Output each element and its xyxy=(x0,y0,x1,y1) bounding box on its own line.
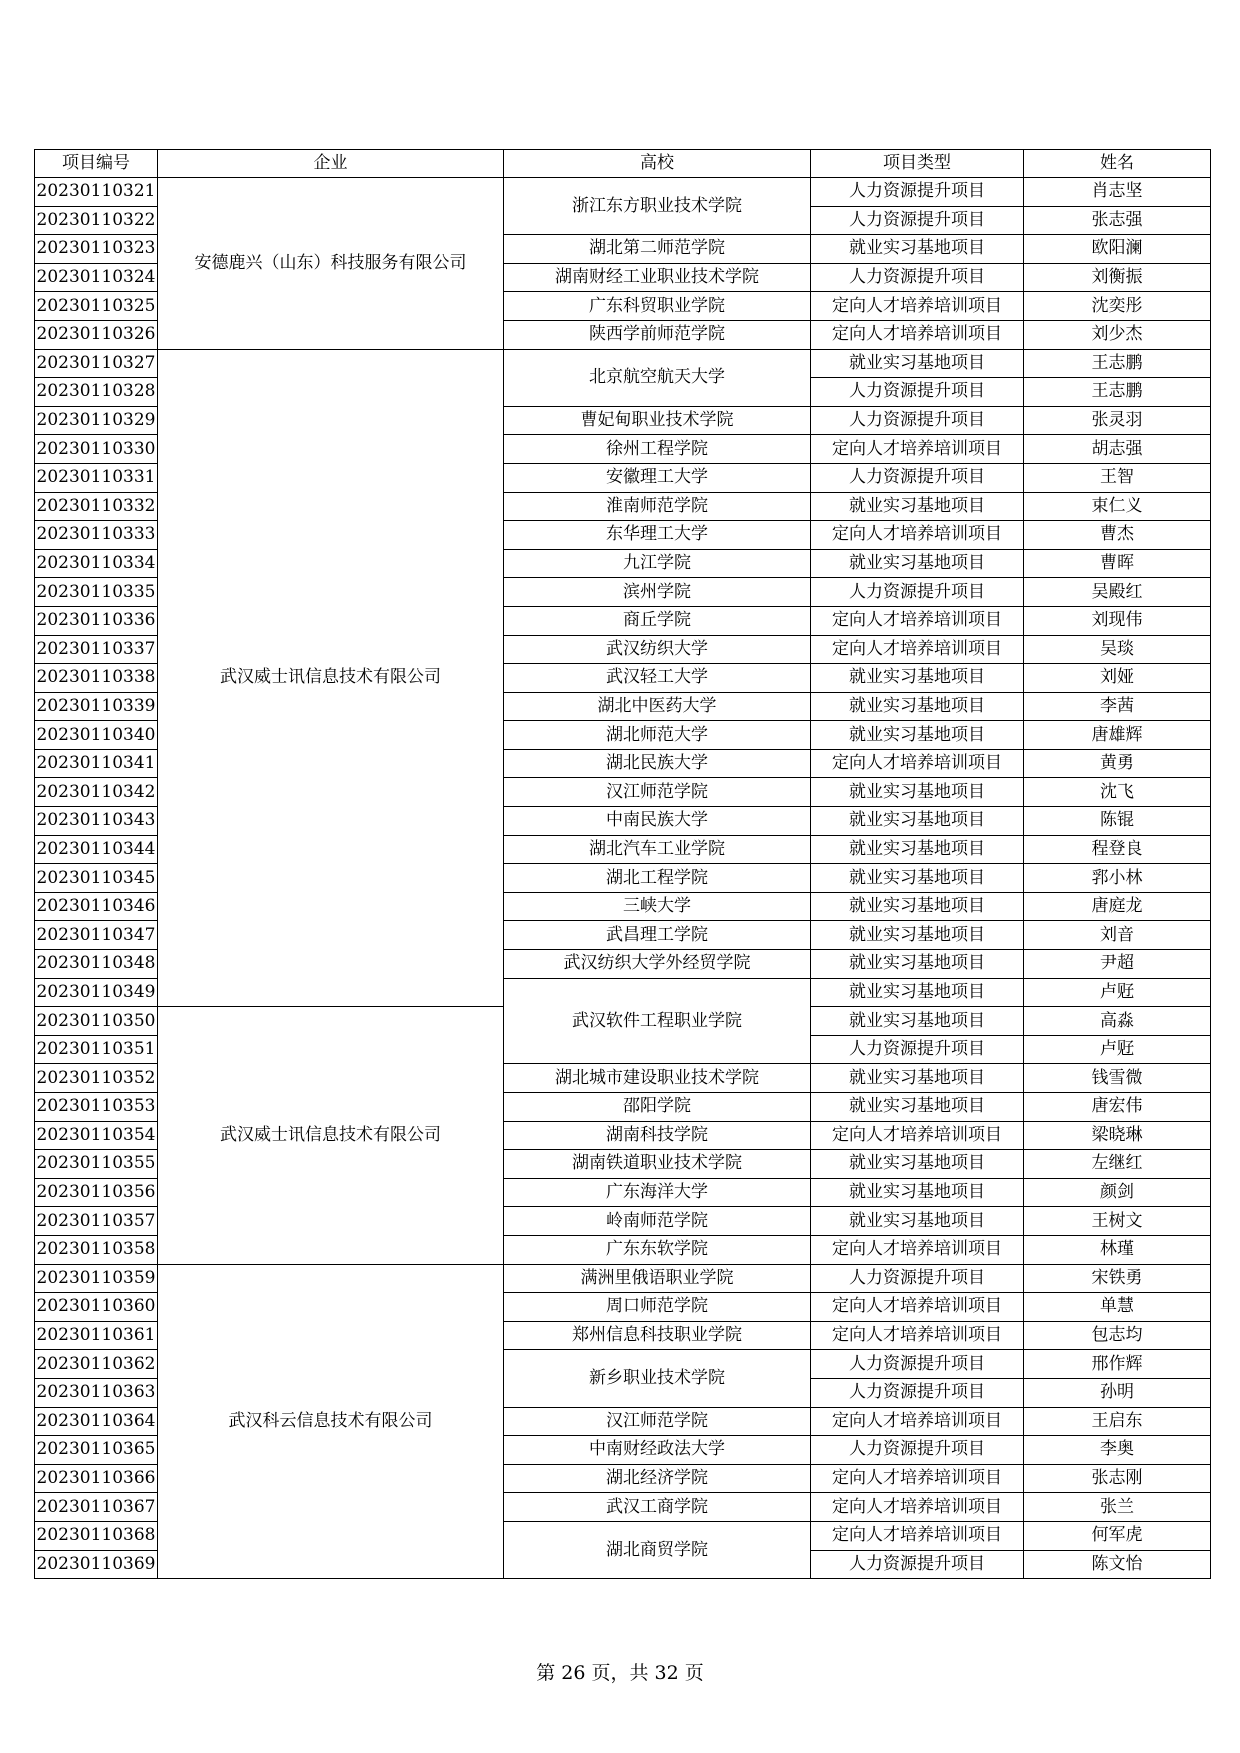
project-type-cell: 就业实习基地项目 xyxy=(811,1207,1024,1236)
project-id-cell: 20230110327 xyxy=(35,349,158,378)
school-cell: 浙江东方职业技术学院 xyxy=(504,178,811,235)
project-type-cell: 就业实习基地项目 xyxy=(811,349,1024,378)
table-row xyxy=(35,178,1211,207)
person-name-cell: 张兰 xyxy=(1024,1493,1211,1522)
table-row xyxy=(35,349,1211,378)
school-cell: 曹妃甸职业技术学院 xyxy=(504,406,811,435)
project-id-cell: 20230110346 xyxy=(35,892,158,921)
school-cell: 邵阳学院 xyxy=(504,1093,811,1122)
person-name-cell: 唐庭龙 xyxy=(1024,892,1211,921)
person-name-cell: 林瑾 xyxy=(1024,1235,1211,1264)
project-id-cell: 20230110330 xyxy=(35,435,158,464)
person-name-cell: 程登良 xyxy=(1024,835,1211,864)
project-id-cell: 20230110345 xyxy=(35,864,158,893)
project-type-cell: 就业实习基地项目 xyxy=(811,950,1024,979)
project-type-cell: 人力资源提升项目 xyxy=(811,206,1024,235)
person-name-cell: 卢觃 xyxy=(1024,1035,1211,1064)
project-id-cell: 20230110360 xyxy=(35,1293,158,1322)
project-type-cell: 就业实习基地项目 xyxy=(811,778,1024,807)
person-name-cell: 卢觃 xyxy=(1024,978,1211,1007)
header-project-type: 项目类型 xyxy=(811,150,1024,178)
person-name-cell: 高淼 xyxy=(1024,1007,1211,1036)
person-name-cell: 束仁义 xyxy=(1024,492,1211,521)
school-cell: 湖北商贸学院 xyxy=(504,1521,811,1578)
person-name-cell: 张志强 xyxy=(1024,206,1211,235)
header-project-id: 项目编号 xyxy=(35,150,158,178)
project-type-cell: 定向人才培养培训项目 xyxy=(811,1235,1024,1264)
project-type-cell: 定向人才培养培训项目 xyxy=(811,1407,1024,1436)
school-cell: 广东科贸职业学院 xyxy=(504,292,811,321)
school-cell: 武汉纺织大学外经贸学院 xyxy=(504,950,811,979)
school-cell: 汉江师范学院 xyxy=(504,1407,811,1436)
school-cell: 满洲里俄语职业学院 xyxy=(504,1264,811,1293)
project-type-cell: 就业实习基地项目 xyxy=(811,235,1024,264)
person-name-cell: 沈飞 xyxy=(1024,778,1211,807)
project-id-cell: 20230110354 xyxy=(35,1121,158,1150)
project-type-cell: 定向人才培养培训项目 xyxy=(811,1293,1024,1322)
person-name-cell: 李茜 xyxy=(1024,692,1211,721)
page-footer: 第 26 页，共 32 页 xyxy=(536,1662,704,1684)
person-name-cell: 包志均 xyxy=(1024,1321,1211,1350)
project-id-cell: 20230110359 xyxy=(35,1264,158,1293)
person-name-cell: 刘音 xyxy=(1024,921,1211,950)
person-name-cell: 单慧 xyxy=(1024,1293,1211,1322)
project-type-cell: 就业实习基地项目 xyxy=(811,1150,1024,1179)
person-name-cell: 肖志坚 xyxy=(1024,178,1211,207)
project-id-cell: 20230110341 xyxy=(35,749,158,778)
project-type-cell: 人力资源提升项目 xyxy=(811,1550,1024,1579)
project-type-cell: 就业实习基地项目 xyxy=(811,721,1024,750)
header-name: 姓名 xyxy=(1024,150,1211,178)
project-id-cell: 20230110324 xyxy=(35,263,158,292)
project-type-cell: 就业实习基地项目 xyxy=(811,692,1024,721)
school-cell: 汉江师范学院 xyxy=(504,778,811,807)
project-id-cell: 20230110352 xyxy=(35,1064,158,1093)
project-id-cell: 20230110342 xyxy=(35,778,158,807)
person-name-cell: 吴殿红 xyxy=(1024,578,1211,607)
school-cell: 湖北第二师范学院 xyxy=(504,235,811,264)
project-id-cell: 20230110357 xyxy=(35,1207,158,1236)
person-name-cell: 王志鹏 xyxy=(1024,349,1211,378)
project-type-cell: 人力资源提升项目 xyxy=(811,1436,1024,1465)
school-cell: 九江学院 xyxy=(504,549,811,578)
person-name-cell: 唐宏伟 xyxy=(1024,1093,1211,1122)
person-name-cell: 刘少杰 xyxy=(1024,320,1211,349)
person-name-cell: 王智 xyxy=(1024,463,1211,492)
person-name-cell: 宋铁勇 xyxy=(1024,1264,1211,1293)
person-name-cell: 梁晓琳 xyxy=(1024,1121,1211,1150)
school-cell: 湖北师范大学 xyxy=(504,721,811,750)
project-id-cell: 20230110358 xyxy=(35,1235,158,1264)
project-type-cell: 定向人才培养培训项目 xyxy=(811,435,1024,464)
project-id-cell: 20230110364 xyxy=(35,1407,158,1436)
school-cell: 周口师范学院 xyxy=(504,1293,811,1322)
company-cell: 安德鹿兴（山东）科技服务有限公司 xyxy=(158,178,504,350)
person-name-cell: 颜剑 xyxy=(1024,1178,1211,1207)
company-cell: 武汉威士讯信息技术有限公司 xyxy=(158,349,504,1007)
project-type-cell: 就业实习基地项目 xyxy=(811,1007,1024,1036)
project-type-cell: 人力资源提升项目 xyxy=(811,1350,1024,1379)
project-id-cell: 20230110343 xyxy=(35,807,158,836)
project-type-cell: 定向人才培养培训项目 xyxy=(811,749,1024,778)
project-id-cell: 20230110340 xyxy=(35,721,158,750)
project-type-cell: 就业实习基地项目 xyxy=(811,1178,1024,1207)
project-type-cell: 就业实习基地项目 xyxy=(811,807,1024,836)
project-id-cell: 20230110335 xyxy=(35,578,158,607)
project-id-cell: 20230110355 xyxy=(35,1150,158,1179)
project-id-cell: 20230110367 xyxy=(35,1493,158,1522)
person-name-cell: 李奥 xyxy=(1024,1436,1211,1465)
school-cell: 郑州信息科技职业学院 xyxy=(504,1321,811,1350)
school-cell: 广东海洋大学 xyxy=(504,1178,811,1207)
person-name-cell: 王志鹏 xyxy=(1024,378,1211,407)
school-cell: 中南财经政法大学 xyxy=(504,1436,811,1465)
project-id-cell: 20230110325 xyxy=(35,292,158,321)
person-name-cell: 胡志强 xyxy=(1024,435,1211,464)
school-cell: 武汉轻工大学 xyxy=(504,664,811,693)
project-id-cell: 20230110356 xyxy=(35,1178,158,1207)
project-type-cell: 就业实习基地项目 xyxy=(811,835,1024,864)
table-row xyxy=(35,1264,1211,1293)
project-table xyxy=(34,149,1211,1579)
person-name-cell: 王树文 xyxy=(1024,1207,1211,1236)
project-id-cell: 20230110322 xyxy=(35,206,158,235)
project-type-cell: 人力资源提升项目 xyxy=(811,378,1024,407)
project-id-cell: 20230110338 xyxy=(35,664,158,693)
person-name-cell: 郛小林 xyxy=(1024,864,1211,893)
project-id-cell: 20230110336 xyxy=(35,606,158,635)
person-name-cell: 黄勇 xyxy=(1024,749,1211,778)
school-cell: 武汉软件工程职业学院 xyxy=(504,978,811,1064)
project-id-cell: 20230110369 xyxy=(35,1550,158,1579)
person-name-cell: 沈奕彤 xyxy=(1024,292,1211,321)
person-name-cell: 孙明 xyxy=(1024,1378,1211,1407)
project-id-cell: 20230110334 xyxy=(35,549,158,578)
school-cell: 湖南铁道职业技术学院 xyxy=(504,1150,811,1179)
project-id-cell: 20230110348 xyxy=(35,950,158,979)
project-type-cell: 就业实习基地项目 xyxy=(811,921,1024,950)
school-cell: 湖北中医药大学 xyxy=(504,692,811,721)
person-name-cell: 欧阳澜 xyxy=(1024,235,1211,264)
project-id-cell: 20230110337 xyxy=(35,635,158,664)
project-type-cell: 人力资源提升项目 xyxy=(811,578,1024,607)
school-cell: 广东东软学院 xyxy=(504,1235,811,1264)
project-id-cell: 20230110349 xyxy=(35,978,158,1007)
person-name-cell: 刘娅 xyxy=(1024,664,1211,693)
person-name-cell: 尹超 xyxy=(1024,950,1211,979)
school-cell: 滨州学院 xyxy=(504,578,811,607)
school-cell: 东华理工大学 xyxy=(504,521,811,550)
project-type-cell: 人力资源提升项目 xyxy=(811,1264,1024,1293)
project-id-cell: 20230110328 xyxy=(35,378,158,407)
project-id-cell: 20230110344 xyxy=(35,835,158,864)
project-type-cell: 就业实习基地项目 xyxy=(811,864,1024,893)
school-cell: 武汉工商学院 xyxy=(504,1493,811,1522)
person-name-cell: 陈文怡 xyxy=(1024,1550,1211,1579)
school-cell: 湖北城市建设职业技术学院 xyxy=(504,1064,811,1093)
person-name-cell: 左继红 xyxy=(1024,1150,1211,1179)
school-cell: 湖北汽车工业学院 xyxy=(504,835,811,864)
project-type-cell: 人力资源提升项目 xyxy=(811,463,1024,492)
company-cell: 武汉威士讯信息技术有限公司 xyxy=(158,1007,504,1264)
person-name-cell: 曹杰 xyxy=(1024,521,1211,550)
table-header-row xyxy=(35,150,1211,178)
school-cell: 北京航空航天大学 xyxy=(504,349,811,406)
project-id-cell: 20230110365 xyxy=(35,1436,158,1465)
project-type-cell: 就业实习基地项目 xyxy=(811,978,1024,1007)
project-type-cell: 就业实习基地项目 xyxy=(811,1093,1024,1122)
project-type-cell: 人力资源提升项目 xyxy=(811,406,1024,435)
project-id-cell: 20230110351 xyxy=(35,1035,158,1064)
company-cell: 武汉科云信息技术有限公司 xyxy=(158,1264,504,1579)
project-type-cell: 就业实习基地项目 xyxy=(811,892,1024,921)
school-cell: 新乡职业技术学院 xyxy=(504,1350,811,1407)
project-type-cell: 定向人才培养培训项目 xyxy=(811,606,1024,635)
project-id-cell: 20230110333 xyxy=(35,521,158,550)
project-type-cell: 定向人才培养培训项目 xyxy=(811,521,1024,550)
person-name-cell: 刘衡振 xyxy=(1024,263,1211,292)
school-cell: 中南民族大学 xyxy=(504,807,811,836)
school-cell: 湖北经济学院 xyxy=(504,1464,811,1493)
project-id-cell: 20230110329 xyxy=(35,406,158,435)
school-cell: 湖北民族大学 xyxy=(504,749,811,778)
project-type-cell: 人力资源提升项目 xyxy=(811,1035,1024,1064)
project-id-cell: 20230110363 xyxy=(35,1378,158,1407)
project-type-cell: 定向人才培养培训项目 xyxy=(811,1464,1024,1493)
person-name-cell: 邢作辉 xyxy=(1024,1350,1211,1379)
project-type-cell: 人力资源提升项目 xyxy=(811,263,1024,292)
project-id-cell: 20230110331 xyxy=(35,463,158,492)
project-type-cell: 人力资源提升项目 xyxy=(811,178,1024,207)
project-type-cell: 就业实习基地项目 xyxy=(811,549,1024,578)
table-body xyxy=(35,178,1211,1579)
person-name-cell: 张灵羽 xyxy=(1024,406,1211,435)
person-name-cell: 唐雄辉 xyxy=(1024,721,1211,750)
project-id-cell: 20230110366 xyxy=(35,1464,158,1493)
school-cell: 淮南师范学院 xyxy=(504,492,811,521)
project-id-cell: 20230110323 xyxy=(35,235,158,264)
project-id-cell: 20230110368 xyxy=(35,1521,158,1550)
person-name-cell: 王启东 xyxy=(1024,1407,1211,1436)
person-name-cell: 曹晖 xyxy=(1024,549,1211,578)
project-id-cell: 20230110339 xyxy=(35,692,158,721)
person-name-cell: 钱雪微 xyxy=(1024,1064,1211,1093)
person-name-cell: 刘现伟 xyxy=(1024,606,1211,635)
school-cell: 安徽理工大学 xyxy=(504,463,811,492)
project-id-cell: 20230110353 xyxy=(35,1093,158,1122)
project-id-cell: 20230110332 xyxy=(35,492,158,521)
project-type-cell: 就业实习基地项目 xyxy=(811,1064,1024,1093)
school-cell: 岭南师范学院 xyxy=(504,1207,811,1236)
project-id-cell: 20230110321 xyxy=(35,178,158,207)
school-cell: 徐州工程学院 xyxy=(504,435,811,464)
school-cell: 武昌理工学院 xyxy=(504,921,811,950)
header-school: 高校 xyxy=(504,150,811,178)
person-name-cell: 何军虎 xyxy=(1024,1521,1211,1550)
school-cell: 湖南财经工业职业技术学院 xyxy=(504,263,811,292)
project-type-cell: 定向人才培养培训项目 xyxy=(811,1493,1024,1522)
project-type-cell: 人力资源提升项目 xyxy=(811,1378,1024,1407)
person-name-cell: 张志刚 xyxy=(1024,1464,1211,1493)
school-cell: 陕西学前师范学院 xyxy=(504,320,811,349)
project-type-cell: 就业实习基地项目 xyxy=(811,492,1024,521)
school-cell: 商丘学院 xyxy=(504,606,811,635)
project-type-cell: 定向人才培养培训项目 xyxy=(811,320,1024,349)
school-cell: 武汉纺织大学 xyxy=(504,635,811,664)
person-name-cell: 吴琰 xyxy=(1024,635,1211,664)
project-type-cell: 定向人才培养培训项目 xyxy=(811,1121,1024,1150)
project-type-cell: 定向人才培养培训项目 xyxy=(811,635,1024,664)
project-id-cell: 20230110350 xyxy=(35,1007,158,1036)
project-type-cell: 定向人才培养培训项目 xyxy=(811,292,1024,321)
person-name-cell: 陈锟 xyxy=(1024,807,1211,836)
school-cell: 湖北工程学院 xyxy=(504,864,811,893)
school-cell: 湖南科技学院 xyxy=(504,1121,811,1150)
project-id-cell: 20230110326 xyxy=(35,320,158,349)
project-type-cell: 就业实习基地项目 xyxy=(811,664,1024,693)
project-id-cell: 20230110361 xyxy=(35,1321,158,1350)
project-type-cell: 定向人才培养培训项目 xyxy=(811,1321,1024,1350)
project-id-cell: 20230110347 xyxy=(35,921,158,950)
project-type-cell: 定向人才培养培训项目 xyxy=(811,1521,1024,1550)
school-cell: 三峡大学 xyxy=(504,892,811,921)
header-company: 企业 xyxy=(158,150,504,178)
project-id-cell: 20230110362 xyxy=(35,1350,158,1379)
